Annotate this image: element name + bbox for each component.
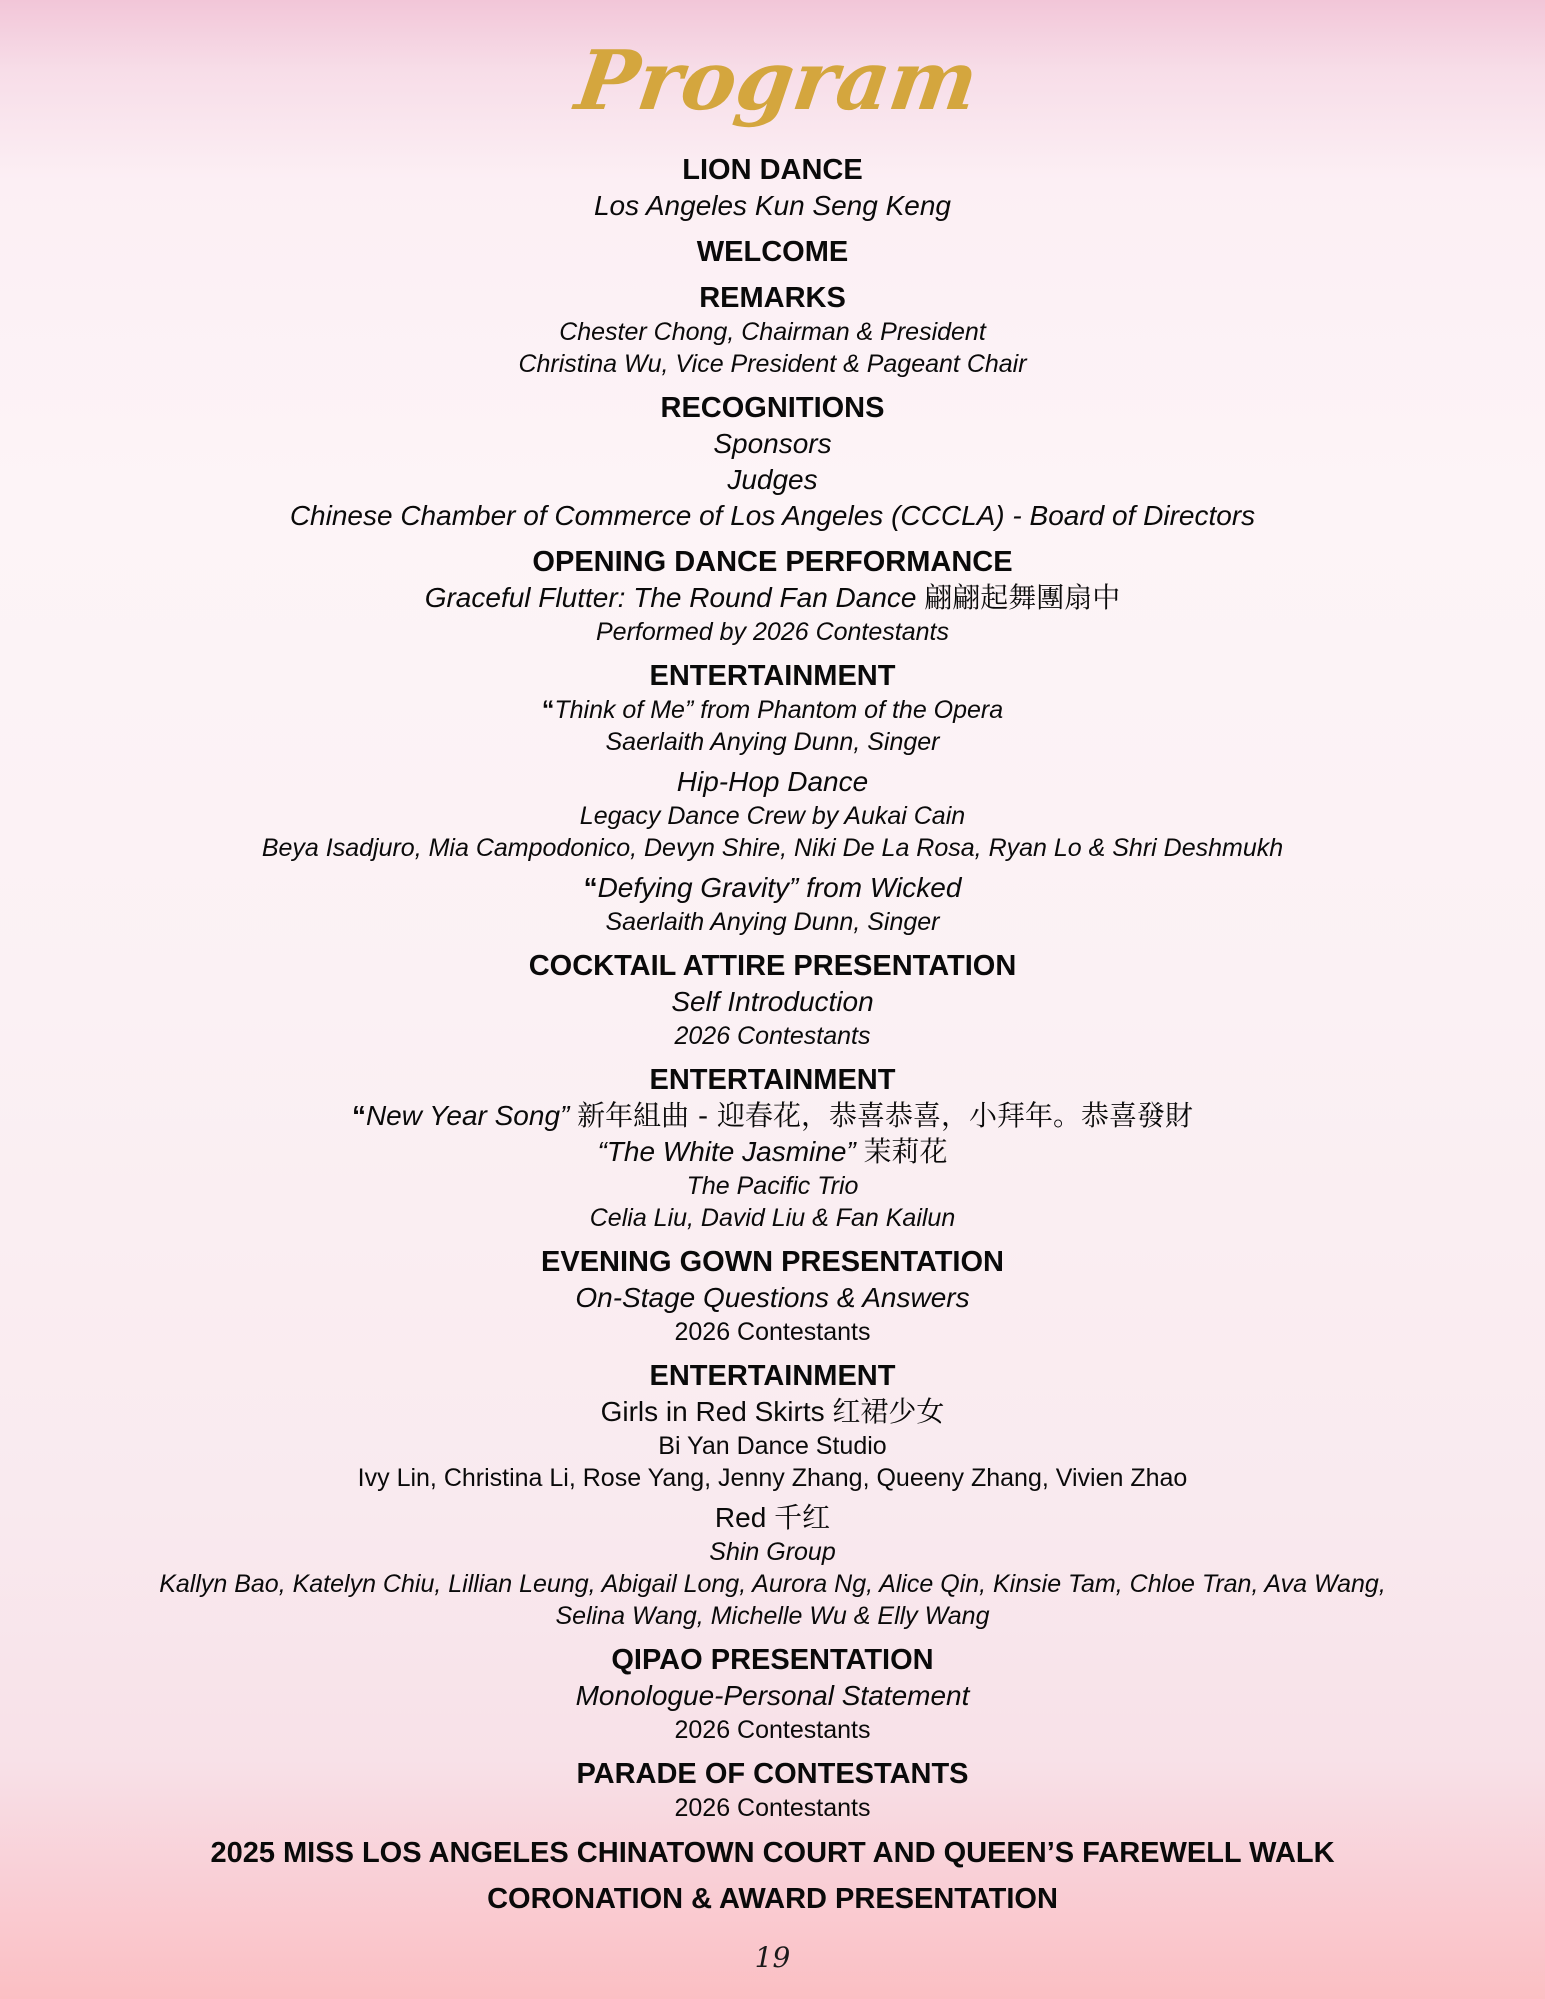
- participants-line: 2026 Contestants: [674, 1794, 871, 1822]
- section-heading: PARADE OF CONTESTANTS: [576, 1758, 969, 1790]
- act-members: Ivy Lin, Christina Li, Rose Yang, Jenny Zhang, Queeny Zhang, Vivien Zhao: [357, 1464, 1188, 1492]
- act-group: Shin Group: [709, 1538, 836, 1566]
- open-quote: “: [351, 1100, 366, 1131]
- section-farewell-heading: 2025 MISS LOS ANGELES CHINATOWN COURT AND QUEEN’S FAREWELL WALK: [210, 1837, 1335, 1869]
- section-heading: OPENING DANCE PERFORMANCE: [532, 546, 1013, 578]
- recognition-item: Judges: [727, 464, 818, 495]
- performance-title-zh: 翩翩起舞團扇中: [924, 581, 1121, 614]
- segment-title: Self Introduction: [671, 986, 874, 1017]
- section-heading: ENTERTAINMENT: [649, 1064, 896, 1096]
- open-quote: “: [541, 696, 555, 724]
- program-title-script: [569, 24, 984, 154]
- singer-line: Saerlaith Anying Dunn, Singer: [605, 728, 940, 756]
- section-qipao: [0, 1642, 1545, 1746]
- participants-line: 2026 Contestants: [674, 1318, 871, 1346]
- act-title: Hip-Hop Dance: [676, 766, 869, 797]
- participants-line: 2026 Contestants: [674, 1716, 871, 1744]
- section-heading: WELCOME: [696, 236, 849, 268]
- recognition-item: Sponsors: [713, 428, 832, 459]
- act-group: The Pacific Trio: [686, 1172, 859, 1200]
- act-title: [0, 1394, 1545, 1430]
- performer-line: Performed by 2026 Contestants: [596, 618, 949, 646]
- performance-title-en: Graceful Flutter: The Round Fan Dance: [424, 582, 925, 613]
- section-cocktail: [0, 948, 1545, 1052]
- song-title: [0, 694, 1545, 726]
- act-title-zh: 千红: [774, 1501, 831, 1534]
- program-content: [0, 152, 1545, 1922]
- song-title-en: New Year Song”: [365, 1100, 578, 1131]
- song-title: [0, 1134, 1545, 1170]
- section-heading: COCKTAIL ATTIRE PRESENTATION: [528, 950, 1017, 982]
- section-heading: RECOGNITIONS: [660, 392, 885, 424]
- song-title-zh: 新年組曲 - 迎春花，恭喜恭喜，小拜年。恭喜發財: [577, 1099, 1194, 1132]
- song-title-zh: 茉莉花: [863, 1135, 948, 1168]
- section-heading: QIPAO PRESENTATION: [611, 1644, 934, 1676]
- program-title: [0, 24, 1545, 164]
- open-quote: “: [583, 872, 598, 903]
- section-welcome: [0, 234, 1545, 270]
- section-heading: EVENING GOWN PRESENTATION: [541, 1246, 1004, 1278]
- section-lion-dance: [0, 152, 1545, 224]
- section-heading: REMARKS: [699, 282, 846, 314]
- act-title-en: Girls in Red Skirts: [600, 1396, 833, 1427]
- section-heading: ENTERTAINMENT: [649, 1360, 896, 1392]
- act-title-en: Red: [714, 1502, 775, 1533]
- segment-title: Monologue-Personal Statement: [575, 1680, 970, 1711]
- performance-title: [0, 580, 1545, 616]
- act-title: [0, 1500, 1545, 1536]
- section-opening-dance: [0, 544, 1545, 648]
- section-heading: ENTERTAINMENT: [649, 660, 896, 692]
- song-title: [0, 1098, 1545, 1134]
- section-remarks: [0, 280, 1545, 380]
- program-title-text: Program: [569, 33, 984, 129]
- song-title-en: “The White Jasmine”: [597, 1136, 864, 1167]
- section-entertainment-2: [0, 1062, 1545, 1234]
- section-evening-gown: [0, 1244, 1545, 1348]
- performer-name: Los Angeles Kun Seng Keng: [593, 190, 951, 221]
- act-members: Celia Liu, David Liu & Fan Kailun: [589, 1204, 956, 1232]
- act-group: Bi Yan Dance Studio: [658, 1432, 887, 1460]
- section-recognitions: [0, 390, 1545, 534]
- act-members: Selina Wang, Michelle Wu & Elly Wang: [555, 1602, 990, 1630]
- segment-title: On-Stage Questions & Answers: [575, 1282, 970, 1313]
- act-title-zh: 红裙少女: [832, 1395, 945, 1428]
- section-entertainment-3: [0, 1358, 1545, 1632]
- page-number: 19: [754, 1941, 791, 1974]
- speaker-line: Chester Chong, Chairman & President: [559, 318, 986, 346]
- song-title-text: Think of Me” from Phantom of the Opera: [554, 696, 1004, 724]
- act-members: Beya Isadjuro, Mia Campodonico, Devyn Shire, Niki De La Rosa, Ryan Lo & Shri Deshmukh: [261, 834, 1284, 862]
- section-parade: [0, 1756, 1545, 1824]
- song-title-text: Defying Gravity” from Wicked: [597, 872, 962, 903]
- act-group: Legacy Dance Crew by Aukai Cain: [579, 802, 966, 830]
- act-members: Kallyn Bao, Katelyn Chiu, Lillian Leung, Abigail Long, Aurora Ng, Alice Qin, Kinsie Tam, Chloe Tran, Ava Wang,: [159, 1570, 1386, 1598]
- song-title: [0, 870, 1545, 906]
- speaker-line: Christina Wu, Vice President & Pageant Chair: [518, 350, 1027, 378]
- section-heading: LION DANCE: [682, 154, 863, 186]
- participants-line: 2026 Contestants: [674, 1022, 871, 1050]
- section-entertainment-1: [0, 658, 1545, 938]
- singer-line: Saerlaith Anying Dunn, Singer: [605, 908, 940, 936]
- recognition-item: Chinese Chamber of Commerce of Los Angeles (CCCLA) - Board of Directors: [289, 500, 1256, 531]
- section-coronation-heading: CORONATION & AWARD PRESENTATION: [487, 1883, 1058, 1915]
